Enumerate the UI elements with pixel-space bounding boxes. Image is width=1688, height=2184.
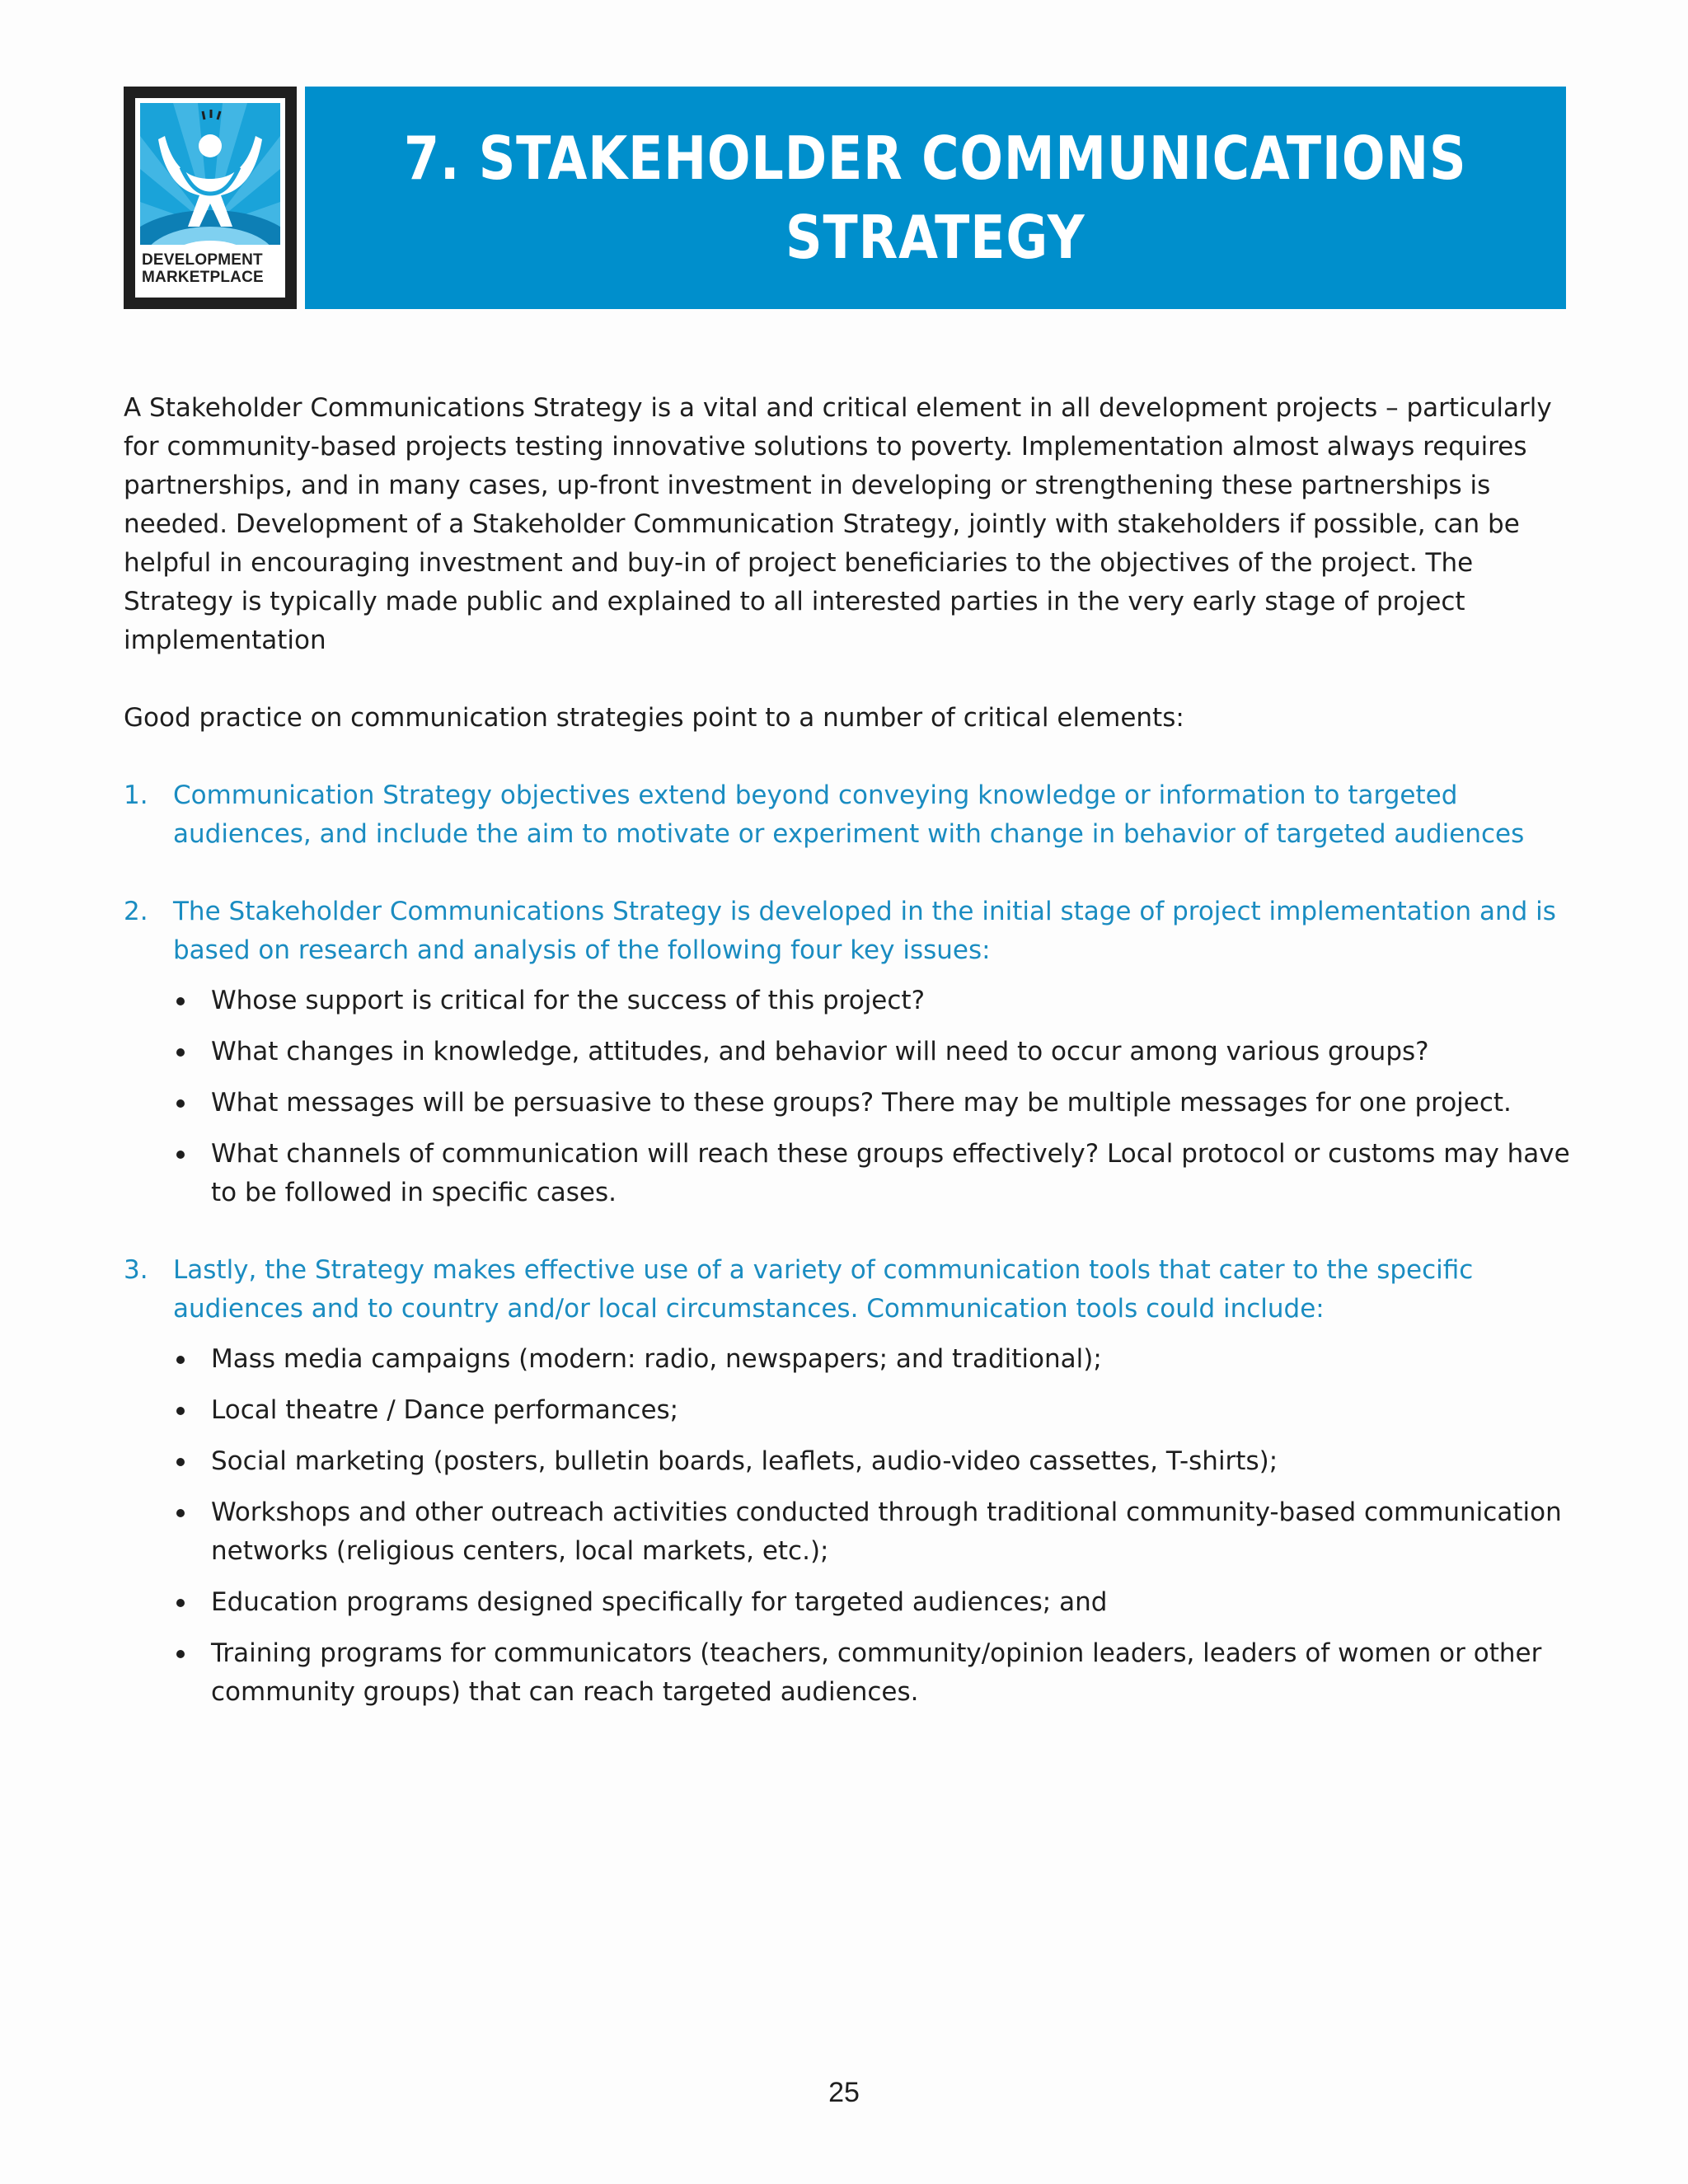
bullet-icon [176,997,185,1005]
page-title-line-1: 7. STAKEHOLDER COMMUNICATIONS [404,124,1467,193]
list-item [173,1493,1574,1571]
list-item-text: Workshops and other outreach activities conducted through traditional community-based communication networks (religious centers, local markets, etc.); [211,1497,1562,1566]
list-item-text: Social marketing (posters, bulletin boards, leaflets, audio-video cassettes, T-shirts); [211,1446,1278,1476]
item-text: The Stakeholder Communications Strategy is developed in the initial stage of project implementation and is based on research and analysis of the following four key issues: [173,897,1556,965]
bullet-icon [176,1356,185,1364]
bullet-icon [176,1151,185,1159]
item-text: Communication Strategy objectives extend beyond conveying knowledge or information to targeted audiences, and include the aim to motivate or experiment with change in behavior of targeted audiences [173,780,1525,849]
bullet-icon [176,1599,185,1607]
list-item-text: Local theatre / Dance performances; [211,1395,679,1425]
numbered-item-1 [124,776,1574,854]
lead-paragraph: Good practice on communication strategies point to a number of critical elements: [124,703,1184,733]
title-banner [305,87,1566,309]
bullet-list [173,1340,1574,1712]
list-item [173,1442,1574,1481]
list-item [173,1340,1574,1379]
bullet-list [173,982,1574,1212]
numbered-item-3 [124,1251,1574,1712]
logo-line-2: MARKETPLACE [142,269,264,286]
item-number: 1. [124,780,148,810]
bullet-icon [176,1048,185,1057]
list-item [173,1634,1574,1712]
list-item-text: Education programs designed specifically for targeted audiences; and [211,1587,1108,1617]
list-item [173,1033,1574,1071]
list-item [173,1084,1574,1122]
page-title-line-2: STRATEGY [785,203,1085,272]
bullet-icon [176,1509,185,1517]
bullet-icon [176,1099,185,1108]
logo-line-1: DEVELOPMENT [142,251,263,269]
list-item [173,1583,1574,1622]
logo [124,87,297,309]
logo-inner [135,98,285,298]
item-text: Lastly, the Strategy makes effective use of a variety of communication tools that cater to the specific audiences and to country and/or local circumstances. Communication tools could include: [173,1255,1474,1324]
list-item-text: What changes in knowledge, attitudes, and behavior will need to occur among various groups? [211,1037,1429,1066]
list-item-text: What messages will be persuasive to these groups? There may be multiple messages for one project. [211,1088,1512,1118]
main-content [124,389,1574,1750]
list-item [173,982,1574,1020]
list-item-text: What channels of communication will reach these groups effectively? Local protocol or customs may have to be followed in specific cases. [211,1139,1570,1207]
bullet-icon [176,1407,185,1415]
page-number: 25 [828,2077,860,2108]
list-item-text: Whose support is critical for the success of this project? [211,986,926,1015]
list-item [173,1391,1574,1430]
logo-wordmark [140,245,280,293]
logo-figure-icon [140,103,280,245]
intro-paragraph: A Stakeholder Communications Strategy is a vital and critical element in all development projects – particularly for community-based projects testing innovative solutions to poverty. Implementation almost always requires partnerships, and in many cases, up-front investment in developing or strengthening these partnerships is needed. Development of a Stakeholder Communication Strategy, jointly with stakeholders if possible, can be helpful in encouraging investment and buy-in of project beneficiaries to the objectives of the project. The Strategy is typically made public and explained to all interested parties in the very early stage of project implementation [124,393,1552,655]
item-number: 2. [124,897,148,926]
list-item [173,1135,1574,1212]
list-item-text: Mass media campaigns (modern: radio, newspapers; and traditional); [211,1344,1102,1374]
list-item-text: Training programs for communicators (teachers, community/opinion leaders, leaders of women or other community groups) that can reach targeted audiences. [211,1638,1542,1707]
item-number: 3. [124,1255,148,1285]
bullet-icon [176,1458,185,1466]
page-title [404,119,1467,277]
numbered-item-2 [124,893,1574,1212]
bullet-icon [176,1650,185,1658]
